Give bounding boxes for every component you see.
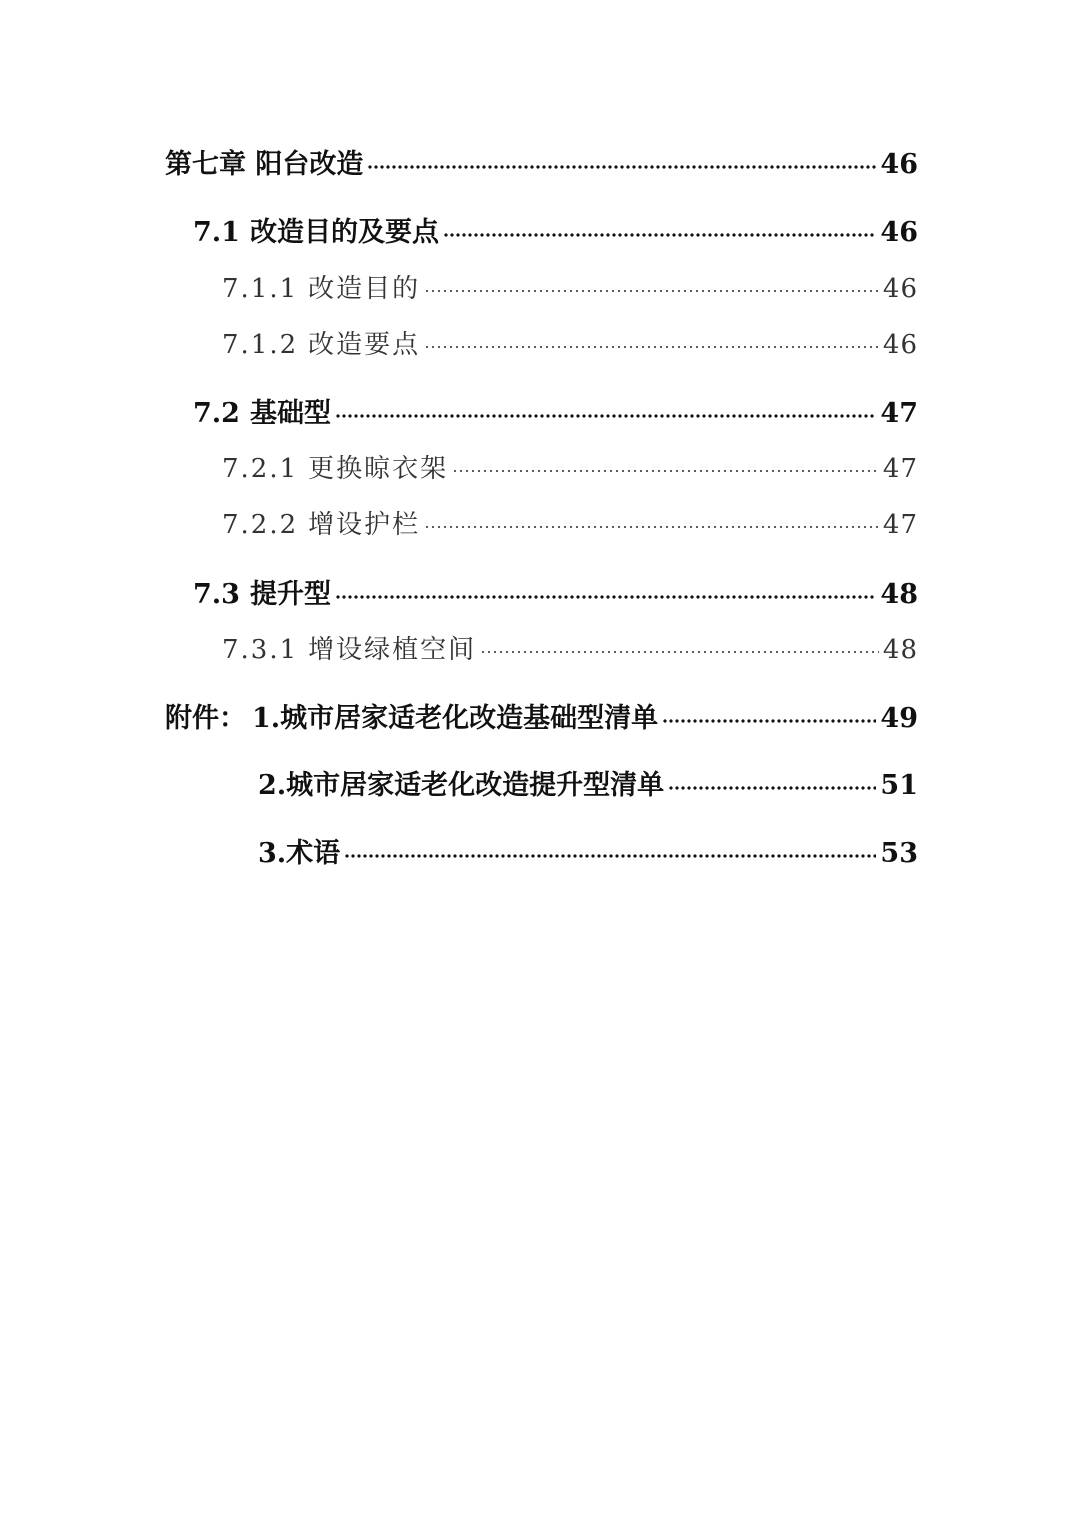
toc-page-number: 48 bbox=[882, 635, 918, 665]
toc-page-number: 47 bbox=[882, 454, 918, 484]
toc-title: 增设绿植空间 bbox=[308, 635, 477, 665]
toc-title: 2.城市居家适老化改造提升型清单 bbox=[258, 770, 665, 801]
toc-page-number: 47 bbox=[880, 398, 918, 429]
toc-entry-7-1-1[interactable] bbox=[222, 268, 918, 305]
toc-page-number: 47 bbox=[882, 510, 918, 540]
toc-entry-chapter-7[interactable] bbox=[165, 142, 918, 181]
toc-title: 增设护栏 bbox=[308, 510, 421, 540]
toc-section-number: 7.1 bbox=[193, 217, 240, 248]
toc-section-number: 7.2 bbox=[193, 398, 240, 429]
toc-entry-appendix-2[interactable] bbox=[258, 763, 918, 802]
toc-dot-leader bbox=[424, 345, 879, 349]
toc-page-number: 46 bbox=[882, 330, 918, 360]
toc-entry-7-2[interactable] bbox=[193, 391, 918, 430]
toc-title: 改造目的 bbox=[308, 274, 421, 304]
toc-dot-leader bbox=[452, 469, 879, 473]
toc-entry-7-3-1[interactable] bbox=[222, 629, 918, 666]
toc-dot-leader bbox=[443, 233, 876, 237]
toc-title: 改造目的及要点 bbox=[249, 217, 439, 248]
toc-dot-leader bbox=[344, 854, 876, 858]
toc-page-number: 46 bbox=[880, 149, 918, 180]
toc-section-number: 7.1.2 bbox=[222, 330, 299, 360]
toc-entry-appendix-3[interactable] bbox=[258, 831, 918, 870]
toc-title: 提升型 bbox=[249, 579, 331, 610]
toc-page-number: 46 bbox=[880, 217, 918, 248]
toc-dot-leader bbox=[367, 165, 876, 169]
toc-page-number: 48 bbox=[880, 579, 918, 610]
toc-title: 1.城市居家适老化改造基础型清单 bbox=[252, 703, 659, 734]
toc-dot-leader bbox=[335, 595, 876, 599]
toc-dot-leader bbox=[668, 786, 876, 790]
toc-entry-7-3[interactable] bbox=[193, 572, 918, 611]
toc-title: 基础型 bbox=[249, 398, 331, 429]
toc-dot-leader bbox=[424, 525, 879, 529]
toc-dot-leader bbox=[424, 289, 879, 293]
toc-entry-appendix-1[interactable] bbox=[165, 696, 918, 735]
toc-section-number: 7.2.2 bbox=[222, 510, 299, 540]
toc-entry-7-2-2[interactable] bbox=[222, 504, 918, 541]
toc-title: 3.术语 bbox=[258, 838, 341, 869]
toc-page-number: 51 bbox=[880, 770, 918, 801]
toc-entry-7-2-1[interactable] bbox=[222, 448, 918, 485]
toc-title: 更换晾衣架 bbox=[308, 454, 449, 484]
toc-title: 第七章 阳台改造 bbox=[165, 149, 364, 180]
toc-section-number: 7.3 bbox=[193, 579, 240, 610]
appendix-label: 附件： bbox=[165, 703, 246, 734]
toc-page-number: 46 bbox=[882, 274, 918, 304]
toc-section-number: 7.3.1 bbox=[222, 635, 299, 665]
toc-section-number: 7.2.1 bbox=[222, 454, 299, 484]
toc-section-number: 7.1.1 bbox=[222, 274, 299, 304]
toc-page-number: 53 bbox=[880, 838, 918, 869]
toc-entry-7-1-2[interactable] bbox=[222, 324, 918, 361]
toc-dot-leader bbox=[662, 719, 876, 723]
toc-page-number: 49 bbox=[880, 703, 918, 734]
toc-dot-leader bbox=[335, 414, 876, 418]
toc-dot-leader bbox=[480, 650, 879, 654]
toc-entry-7-1[interactable] bbox=[193, 210, 918, 249]
toc-title: 改造要点 bbox=[308, 330, 421, 360]
